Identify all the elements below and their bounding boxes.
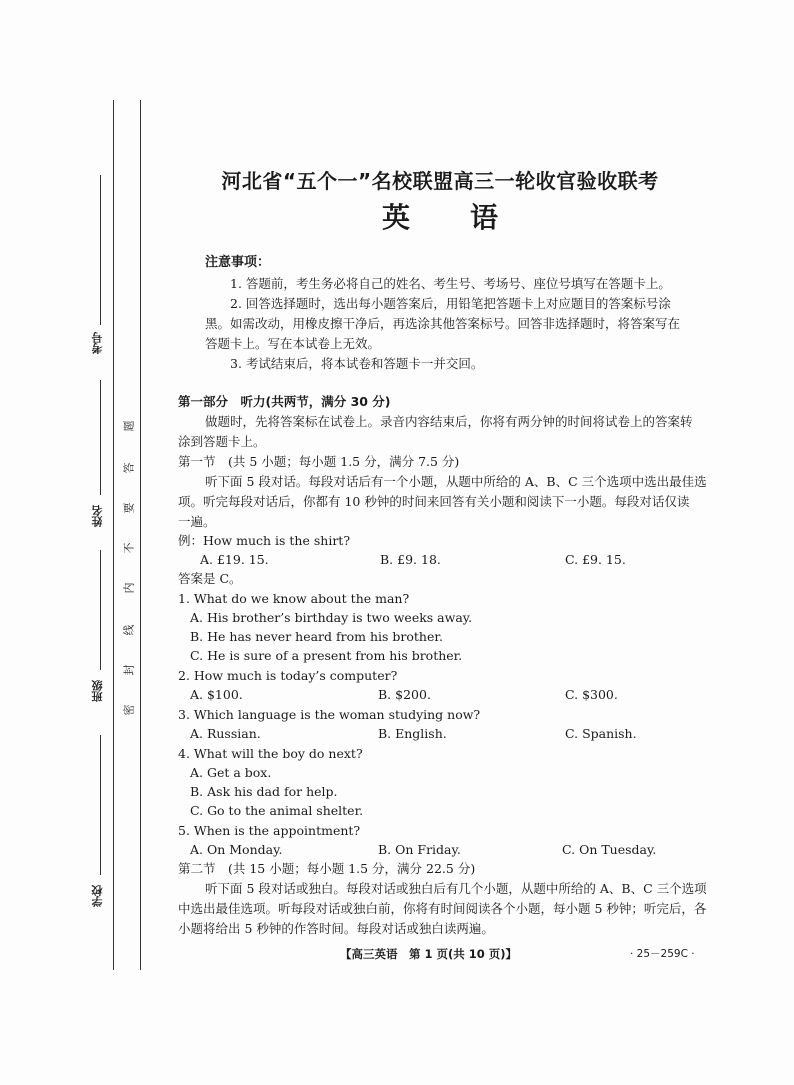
question-5: 5. When is the appointment? [178, 823, 361, 838]
class-label: 班级 [91, 680, 104, 702]
notice-line: 答题卡上。写在本试卷上无效。 [205, 336, 381, 351]
notice-line: 黑。如需改动，用橡皮擦干净后，再选涂其他答案标号。回答非选择题时，将答案写在 [205, 316, 681, 331]
notice-heading: 注意事项： [205, 255, 271, 270]
q5-option-a: A. On Monday. [190, 842, 283, 857]
section1-heading: 第一节 (共 5 小题；每小题 1.5 分，满分 7.5 分) [178, 454, 460, 469]
q1-option-a: A. His brother’s birthday is two weeks away. [190, 610, 473, 625]
section2-intro-line: 小题将给出 5 秒钟的作答时间。每段对话或独白读两遍。 [178, 921, 494, 936]
seal-char: 内 [122, 582, 136, 594]
seal-char: 密 [122, 704, 136, 716]
q4-option-c: C. Go to the animal shelter. [190, 803, 364, 818]
section1-intro-line: 听下面 5 段对话。每段对话后有一个小题，从题中所给的 A、B、C 三个选项中选出最佳选 [205, 474, 707, 489]
example-answer: 答案是 C。 [178, 571, 242, 586]
section2-intro-line: 中选出最佳选项。听每段对话或独白前，你将有时间阅读各个小题，每小题 5 秒钟；听完后，各 [178, 901, 707, 916]
section2-intro-line: 听下面 5 段对话或独白。每段对话或独白后有几个小题，从题中所给的 A、B、C 三个选项 [205, 881, 707, 896]
q3-option-a: A. Russian. [190, 726, 261, 741]
part1-intro-line: 涂到答题卡上。 [178, 434, 266, 449]
name-blank [100, 380, 101, 495]
exam-no-label: 考号 [91, 332, 104, 354]
q5-option-c: C. On Tuesday. [562, 842, 657, 857]
notice-line: 1. 答题前，考生务必将自己的姓名、考生号、考场号、座位号填写在答题卡上。 [230, 276, 671, 291]
section1-intro-line: 一遍。 [178, 514, 216, 529]
q5-option-b: B. On Friday. [378, 842, 461, 857]
seal-char: 题 [122, 420, 136, 432]
name-label: 姓名 [91, 505, 104, 527]
seal-char: 不 [122, 542, 136, 554]
q3-option-c: C. Spanish. [565, 726, 637, 741]
example-option-b: B. £9. 18. [380, 552, 441, 567]
class-blank [100, 550, 101, 670]
q1-option-b: B. He has never heard from his brother. [190, 629, 443, 644]
part1-heading: 第一部分 听力(共两节，满分 30 分) [178, 394, 391, 409]
seal-char: 答 [122, 462, 136, 474]
seal-char: 要 [122, 502, 136, 514]
q2-option-b: B. $200. [378, 687, 431, 702]
q2-option-a: A. $100. [190, 687, 243, 702]
example-question: 例：How much is the shirt? [178, 533, 351, 548]
example-option-a: A. £19. 15. [200, 552, 269, 567]
notice-line: 3. 考试结束后，将本试卷和答题卡一并交回。 [230, 356, 484, 371]
school-blank [100, 735, 101, 875]
q4-option-b: B. Ask his dad for help. [190, 784, 338, 799]
school-label: 学校 [91, 885, 104, 907]
question-2: 2. How much is today’s computer? [178, 668, 398, 683]
exam-code: · 25－259C · [630, 948, 695, 960]
page-footer: 【高三英语 第 1 页(共 10 页)】 [340, 947, 518, 961]
question-1: 1. What do we know about the man? [178, 591, 410, 606]
exam-title: 河北省“五个一”名校联盟高三一轮收官验收联考 [221, 169, 659, 193]
section1-intro-line: 项。听完每段对话后，你都有 10 秒钟的时间来回答有关小题和阅读下一小题。每段对话仅读 [178, 494, 690, 509]
notice-line: 2. 回答选择题时，选出每小题答案后，用铅笔把答题卡上对应题目的答案标号涂 [230, 296, 671, 311]
example-option-c: C. £9. 15. [565, 552, 626, 567]
q4-option-a: A. Get a box. [190, 765, 272, 780]
part1-intro-line: 做题时，先将答案标在试卷上。录音内容结束后，你将有两分钟的时间将试卷上的答案转 [205, 414, 693, 429]
q1-option-c: C. He is sure of a present from his brother. [190, 648, 463, 663]
seal-char: 线 [122, 624, 136, 636]
q3-option-b: B. English. [378, 726, 447, 741]
binding-line-outer [113, 100, 114, 970]
seal-char: 封 [122, 664, 136, 676]
section2-heading: 第二节 (共 15 小题；每小题 1.5 分，满分 22.5 分) [178, 861, 476, 876]
exam-no-blank [100, 175, 101, 325]
question-3: 3. Which language is the woman studying now? [178, 707, 481, 722]
question-4: 4. What will the boy do next? [178, 746, 363, 761]
q2-option-c: C. $300. [565, 687, 618, 702]
binding-line-inner [140, 100, 141, 970]
subject-title: 英语 [381, 201, 558, 234]
